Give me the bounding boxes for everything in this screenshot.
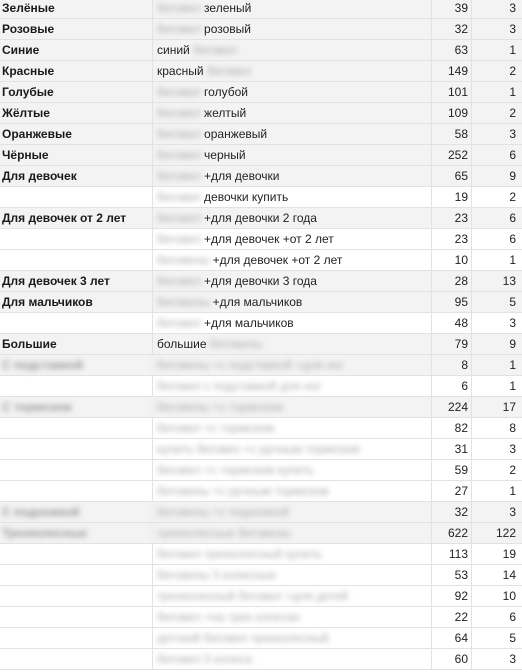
group-cell[interactable]	[0, 544, 153, 564]
count-cell[interactable]: 13	[502, 274, 516, 288]
frequency-cell[interactable]: 622	[432, 523, 472, 543]
group-cell[interactable]: С подставкой	[0, 355, 153, 375]
phrase-part-1: беговел +с тормозом купить	[157, 463, 314, 477]
phrase-part-1: беговел с подставкой для ног	[157, 379, 322, 393]
table-row	[0, 565, 522, 586]
table-row	[0, 334, 522, 355]
phrase-part-1: трехколесный беговел +для детей	[157, 589, 349, 603]
frequency-cell[interactable]: 6	[432, 376, 472, 396]
phrase-part-1: беговелы +с подставкой +для ног	[157, 358, 344, 372]
group-cell[interactable]	[0, 418, 153, 438]
phrase-cell[interactable]	[153, 502, 432, 522]
count-cell[interactable]: 2	[509, 64, 516, 78]
group-cell[interactable]	[0, 586, 153, 606]
table-row	[0, 439, 522, 460]
count-cell[interactable]: 6	[509, 148, 516, 162]
phrase-cell[interactable]	[153, 376, 432, 396]
frequency-cell[interactable]: 79	[432, 334, 472, 354]
phrase-part-2: оранжевый	[200, 127, 268, 141]
table-row	[0, 544, 522, 565]
phrase-cell[interactable]	[153, 397, 432, 417]
group-cell[interactable]: Жёлтые	[0, 103, 153, 123]
group-cell[interactable]: Голубые	[0, 82, 153, 102]
phrase-cell[interactable]	[153, 292, 432, 312]
group-cell[interactable]	[0, 187, 153, 207]
phrase-part-2: желтый	[200, 106, 247, 120]
group-cell[interactable]: Розовые	[0, 19, 153, 39]
frequency-cell[interactable]: 27	[432, 481, 472, 501]
table-row	[0, 40, 522, 61]
phrase-cell[interactable]	[153, 61, 432, 81]
frequency-cell[interactable]: 53	[432, 565, 472, 585]
phrase-cell[interactable]	[153, 40, 432, 60]
count-cell[interactable]: 9	[509, 169, 516, 183]
phrase-part-2: розовый	[200, 22, 252, 36]
table-row	[0, 124, 522, 145]
phrase-cell[interactable]	[153, 628, 432, 648]
count-cell[interactable]: 2	[509, 190, 516, 204]
phrase-part-1: беговел	[157, 85, 201, 99]
table-row	[0, 523, 522, 544]
count-cell[interactable]: 6	[509, 232, 516, 246]
phrase-cell[interactable]	[153, 103, 432, 123]
frequency-cell[interactable]: 113	[432, 544, 472, 564]
phrase-part-1: синий	[157, 43, 190, 57]
count-cell[interactable]: 3	[509, 127, 516, 141]
phrase-part-2: +для девочек +от 2 лет	[200, 232, 334, 246]
count-cell[interactable]: 3	[509, 442, 516, 456]
frequency-cell[interactable]: 95	[432, 292, 472, 312]
count-cell[interactable]: 8	[509, 421, 516, 435]
phrase-cell[interactable]	[153, 250, 432, 270]
group-cell[interactable]: С тормозом	[0, 397, 153, 417]
phrase-part-2: зеленый	[200, 1, 252, 15]
table-row	[0, 19, 522, 40]
phrase-part-2: девочки купить	[200, 190, 289, 204]
group-cell[interactable]	[0, 313, 153, 333]
phrase-part-1: беговел	[157, 148, 201, 162]
group-cell[interactable]: Красные	[0, 61, 153, 81]
phrase-part-2: +для девочки	[200, 169, 280, 183]
phrase-cell[interactable]	[153, 565, 432, 585]
table-row	[0, 355, 522, 376]
phrase-part-1: беговел	[157, 127, 201, 141]
phrase-cell[interactable]	[153, 166, 432, 186]
phrase-part-2: +для мальчиков	[200, 316, 294, 330]
count-cell[interactable]: 2	[509, 106, 516, 120]
phrase-part-2: черный	[200, 148, 246, 162]
phrase-cell[interactable]	[153, 19, 432, 39]
count-cell[interactable]: 1	[509, 358, 516, 372]
frequency-cell[interactable]: 8	[432, 355, 472, 375]
phrase-cell[interactable]	[153, 607, 432, 627]
frequency-cell[interactable]: 252	[432, 145, 472, 165]
table-row	[0, 250, 522, 271]
group-cell[interactable]	[0, 460, 153, 480]
group-cell[interactable]: Синие	[0, 40, 153, 60]
group-cell[interactable]: Зелёные	[0, 0, 153, 18]
group-cell[interactable]: Для девочек 3 лет	[0, 271, 153, 291]
frequency-cell[interactable]: 59	[432, 460, 472, 480]
table-row	[0, 460, 522, 481]
count-cell[interactable]: 122	[495, 526, 516, 540]
phrase-part-1: купить беговел +с ручным тормозом	[157, 442, 360, 456]
frequency-cell[interactable]: 63	[432, 40, 472, 60]
count-cell[interactable]: 6	[509, 211, 516, 225]
phrase-cell[interactable]	[153, 460, 432, 480]
group-cell[interactable]: Для девочек от 2 лет	[0, 208, 153, 228]
phrase-cell[interactable]	[153, 523, 432, 543]
phrase-part-1: беговелы	[157, 253, 210, 267]
count-cell[interactable]: 5	[509, 295, 516, 309]
count-cell[interactable]: 14	[502, 568, 516, 582]
frequency-cell[interactable]: 10	[432, 250, 472, 270]
phrase-cell[interactable]	[153, 649, 432, 669]
table-row	[0, 376, 522, 397]
count-cell[interactable]: 17	[502, 400, 516, 414]
phrase-cell[interactable]	[153, 439, 432, 459]
table-row	[0, 397, 522, 418]
frequency-cell[interactable]: 109	[432, 103, 472, 123]
phrase-part-2: беговел	[189, 43, 237, 57]
group-cell[interactable]: Чёрные	[0, 145, 153, 165]
phrase-part-1: беговел	[157, 316, 201, 330]
phrase-cell[interactable]	[153, 334, 432, 354]
phrase-part-1: беговел	[157, 274, 201, 288]
table-row	[0, 145, 522, 166]
group-cell[interactable]	[0, 565, 153, 585]
phrase-part-1: красный	[157, 64, 204, 78]
count-cell[interactable]: 1	[509, 85, 516, 99]
count-cell[interactable]: 2	[509, 463, 516, 477]
phrase-cell[interactable]	[153, 481, 432, 501]
phrase-part-1: трехколесные беговелы	[157, 526, 291, 540]
frequency-cell[interactable]: 224	[432, 397, 472, 417]
table-row	[0, 103, 522, 124]
table-row	[0, 418, 522, 439]
group-cell[interactable]: Оранжевые	[0, 124, 153, 144]
frequency-cell[interactable]: 149	[432, 61, 472, 81]
table-row	[0, 61, 522, 82]
table-row	[0, 208, 522, 229]
group-cell[interactable]	[0, 229, 153, 249]
phrase-part-1: беговел +с тормозом	[157, 421, 275, 435]
phrase-cell[interactable]	[153, 145, 432, 165]
frequency-cell[interactable]: 65	[432, 166, 472, 186]
table-row	[0, 0, 522, 19]
phrase-part-1: большие	[157, 337, 207, 351]
table-row	[0, 292, 522, 313]
phrase-part-2: +для девочки 2 года	[200, 211, 317, 225]
frequency-cell[interactable]: 19	[432, 187, 472, 207]
group-cell[interactable]: Большие	[0, 334, 153, 354]
table-row	[0, 607, 522, 628]
frequency-cell[interactable]: 28	[432, 271, 472, 291]
count-cell[interactable]: 1	[509, 43, 516, 57]
count-cell[interactable]: 3	[509, 505, 516, 519]
phrase-part-1: беговел	[157, 106, 201, 120]
table-row	[0, 229, 522, 250]
phrase-part-2: +для девочки 3 года	[200, 274, 317, 288]
table-row	[0, 187, 522, 208]
group-cell[interactable]: С подножкой	[0, 502, 153, 522]
group-cell[interactable]: Трехколесные	[0, 523, 153, 543]
table-row	[0, 271, 522, 292]
group-cell[interactable]	[0, 481, 153, 501]
count-cell[interactable]: 5	[509, 631, 516, 645]
phrase-cell[interactable]	[153, 124, 432, 144]
phrase-part-1: беговелы 3 колесные	[157, 568, 277, 582]
count-cell[interactable]: 3	[509, 1, 516, 15]
phrase-part-2: беговел	[203, 64, 251, 78]
phrase-cell[interactable]	[153, 82, 432, 102]
table-row	[0, 628, 522, 649]
count-cell[interactable]: 19	[502, 547, 516, 561]
frequency-cell[interactable]: 64	[432, 628, 472, 648]
frequency-cell[interactable]: 60	[432, 649, 472, 669]
phrase-cell[interactable]	[153, 355, 432, 375]
table-row	[0, 166, 522, 187]
phrase-part-1: беговел	[157, 169, 201, 183]
phrase-part-2: голубой	[200, 85, 248, 99]
table-row	[0, 649, 522, 670]
phrase-part-1: беговел	[157, 1, 201, 15]
group-cell[interactable]	[0, 607, 153, 627]
count-cell[interactable]: 3	[509, 316, 516, 330]
count-cell[interactable]: 9	[509, 337, 516, 351]
phrase-part-1: беговел	[157, 232, 201, 246]
frequency-cell[interactable]: 23	[432, 229, 472, 249]
phrase-part-1: беговел	[157, 211, 201, 225]
phrase-cell[interactable]	[153, 586, 432, 606]
table-row	[0, 586, 522, 607]
group-cell[interactable]	[0, 439, 153, 459]
group-cell[interactable]: Для мальчиков	[0, 292, 153, 312]
phrase-part-1: беговел +на трех колесах	[157, 610, 300, 624]
phrase-part-1: беговелы	[157, 295, 210, 309]
phrase-part-1: детский беговел трехколесный	[157, 631, 329, 645]
frequency-cell[interactable]: 92	[432, 586, 472, 606]
frequency-cell[interactable]: 32	[432, 19, 472, 39]
count-cell[interactable]: 6	[509, 610, 516, 624]
phrase-cell[interactable]	[153, 544, 432, 564]
frequency-cell[interactable]: 23	[432, 208, 472, 228]
table-row	[0, 481, 522, 502]
frequency-cell[interactable]: 31	[432, 439, 472, 459]
phrase-cell[interactable]	[153, 208, 432, 228]
phrase-part-2: беговелы	[206, 337, 263, 351]
frequency-cell[interactable]: 48	[432, 313, 472, 333]
frequency-cell[interactable]: 22	[432, 607, 472, 627]
frequency-cell[interactable]: 101	[432, 82, 472, 102]
phrase-cell[interactable]	[153, 313, 432, 333]
phrase-part-2: +для девочек +от 2 лет	[209, 253, 343, 267]
frequency-cell[interactable]: 32	[432, 502, 472, 522]
count-cell[interactable]: 1	[509, 253, 516, 267]
phrase-cell[interactable]	[153, 187, 432, 207]
phrase-part-1: беговел 3 колеса	[157, 652, 253, 666]
phrase-part-1: беговелы +с подножкой	[157, 505, 289, 519]
group-cell[interactable]	[0, 649, 153, 669]
phrase-cell[interactable]	[153, 0, 432, 18]
phrase-cell[interactable]	[153, 229, 432, 249]
count-cell[interactable]: 1	[509, 379, 516, 393]
frequency-cell[interactable]: 58	[432, 124, 472, 144]
table-row	[0, 313, 522, 334]
group-cell[interactable]	[0, 628, 153, 648]
phrase-part-1: беговелы +с тормозом	[157, 400, 283, 414]
phrase-part-1: беговелы +с ручным тормозом	[157, 484, 329, 498]
frequency-cell[interactable]: 82	[432, 418, 472, 438]
phrase-cell[interactable]	[153, 271, 432, 291]
frequency-cell[interactable]: 39	[432, 0, 472, 18]
phrase-cell[interactable]	[153, 418, 432, 438]
group-cell[interactable]	[0, 376, 153, 396]
count-cell[interactable]: 1	[509, 484, 516, 498]
count-cell[interactable]: 10	[502, 589, 516, 603]
phrase-part-1: беговел	[157, 190, 201, 204]
count-cell[interactable]: 3	[509, 22, 516, 36]
group-cell[interactable]: Для девочек	[0, 166, 153, 186]
group-cell[interactable]	[0, 250, 153, 270]
table-row	[0, 502, 522, 523]
table-row	[0, 82, 522, 103]
phrase-part-1: беговел	[157, 22, 201, 36]
count-cell[interactable]: 3	[509, 652, 516, 666]
phrase-part-1: беговел трехколесный купить	[157, 547, 322, 561]
phrase-part-2: +для мальчиков	[209, 295, 303, 309]
